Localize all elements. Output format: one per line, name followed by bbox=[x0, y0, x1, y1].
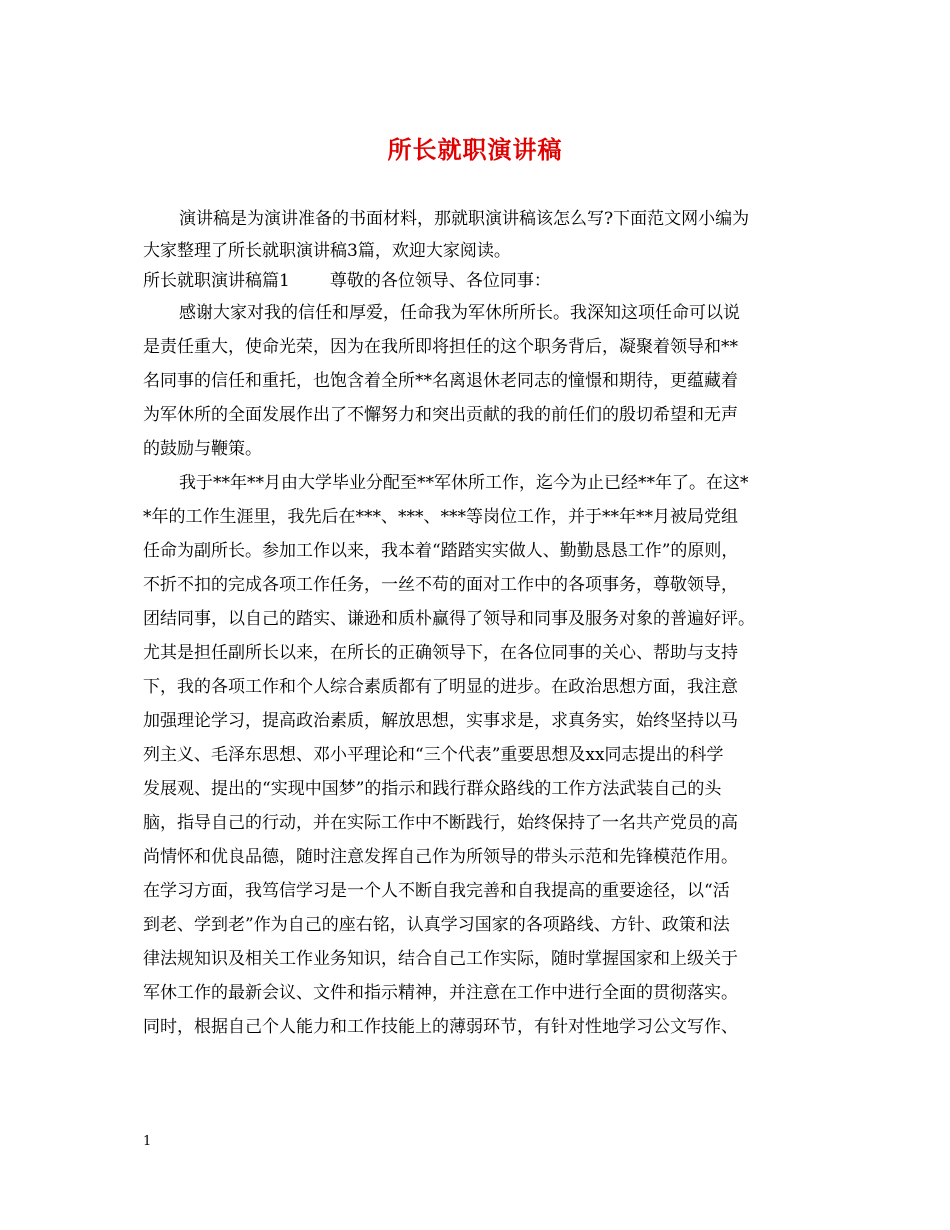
paragraph2-line: 团结同事，以自己的踏实、谦逊和质朴赢得了领导和同事及服务对象的普遍好评。 bbox=[143, 609, 755, 629]
paragraph1-line: 名同事的信任和重托，也饱含着全所**名离退休老同志的憧憬和期待，更蕴藏着 bbox=[143, 371, 738, 391]
paragraph1-line: 为军休所的全面发展作出了不懈努力和突出贡献的我的前任们的殷切希望和无声 bbox=[143, 405, 738, 425]
paragraph2-line: 下，我的各项工作和个人综合素质都有了明显的进步。在政治思想方面，我注意 bbox=[143, 677, 738, 697]
paragraph2-line: 尤其是担任副所长以来，在所长的正确领导下，在各位同事的关心、帮助与支持 bbox=[143, 643, 738, 663]
paragraph2-line: 军休工作的最新会议、文件和指示精神，并注意在工作中进行全面的贯彻落实。 bbox=[143, 983, 738, 1003]
paragraph2-line: 律法规知识及相关工作业务知识，结合自己工作实际，随时掌握国家和上级关于 bbox=[143, 949, 738, 969]
paragraph1-line: 感谢大家对我的信任和厚爱，任命我为军休所所长。我深知这项任命可以说 bbox=[179, 303, 740, 323]
intro-line: 大家整理了所长就职演讲稿3篇，欢迎大家阅读。 bbox=[143, 241, 511, 261]
paragraph2-line: 我于**年**月由大学毕业分配至**军休所工作，迄今为止已经**年了。在这* bbox=[179, 473, 749, 493]
greeting: 尊敬的各位领导、各位同事： bbox=[329, 271, 551, 291]
section-heading-line bbox=[143, 266, 815, 296]
paragraph2-line: 在学习方面，我笃信学习是一个人不断自我完善和自我提高的重要途径，以“活 bbox=[143, 881, 730, 901]
paragraph2-line: 不折不扣的完成各项工作任务，一丝不苟的面对工作中的各项事务，尊敬领导， bbox=[143, 575, 738, 595]
paragraph2-line: 同时，根据自己个人能力和工作技能上的薄弱环节，有针对性地学习公文写作、 bbox=[143, 1017, 738, 1037]
paragraph2-line: 脑，指导自己的行动，并在实际工作中不断践行，始终保持了一名共产党员的高 bbox=[143, 813, 738, 833]
section-heading: 所长就职演讲稿篇1 bbox=[143, 271, 290, 291]
paragraph2-line: 列主义、毛泽东思想、邓小平理论和“三个代表”重要思想及xx同志提出的科学 bbox=[143, 745, 724, 765]
document-body bbox=[143, 202, 815, 1044]
intro-line: 演讲稿是为演讲准备的书面材料，那就职演讲稿该怎么写?下面范文网小编为 bbox=[179, 209, 750, 229]
paragraph2-line: 到老、学到老”作为自己的座右铭，认真学习国家的各项路线、方针、政策和法 bbox=[143, 915, 730, 935]
paragraph1-line: 的鼓励与鞭策。 bbox=[143, 439, 262, 459]
page-number: 1 bbox=[143, 1134, 152, 1149]
paragraph1-line: 是责任重大，使命光荣，因为在我所即将担任的这个职务背后，凝聚着领导和** bbox=[143, 337, 738, 357]
paragraph2-line: 尚情怀和优良品德，随时注意发挥自己作为所领导的带头示范和先锋模范作用。 bbox=[143, 847, 738, 867]
paragraph2-line: 加强理论学习，提高政治素质，解放思想，实事求是，求真务实，始终坚持以马 bbox=[143, 711, 738, 731]
paragraph2-line: *年的工作生涯里，我先后在***、***、***等岗位工作，并于**年**月被局党组 bbox=[143, 507, 738, 527]
paragraph2-line: 任命为副所长。参加工作以来，我本着“踏踏实实做人、勤勤恳恳工作”的原则， bbox=[143, 541, 739, 561]
paragraph2-line: 发展观、提出的“实现中国梦”的指示和践行群众路线的工作方法武装自己的头 bbox=[143, 779, 722, 799]
document-title: 所长就职演讲稿 bbox=[387, 135, 563, 164]
